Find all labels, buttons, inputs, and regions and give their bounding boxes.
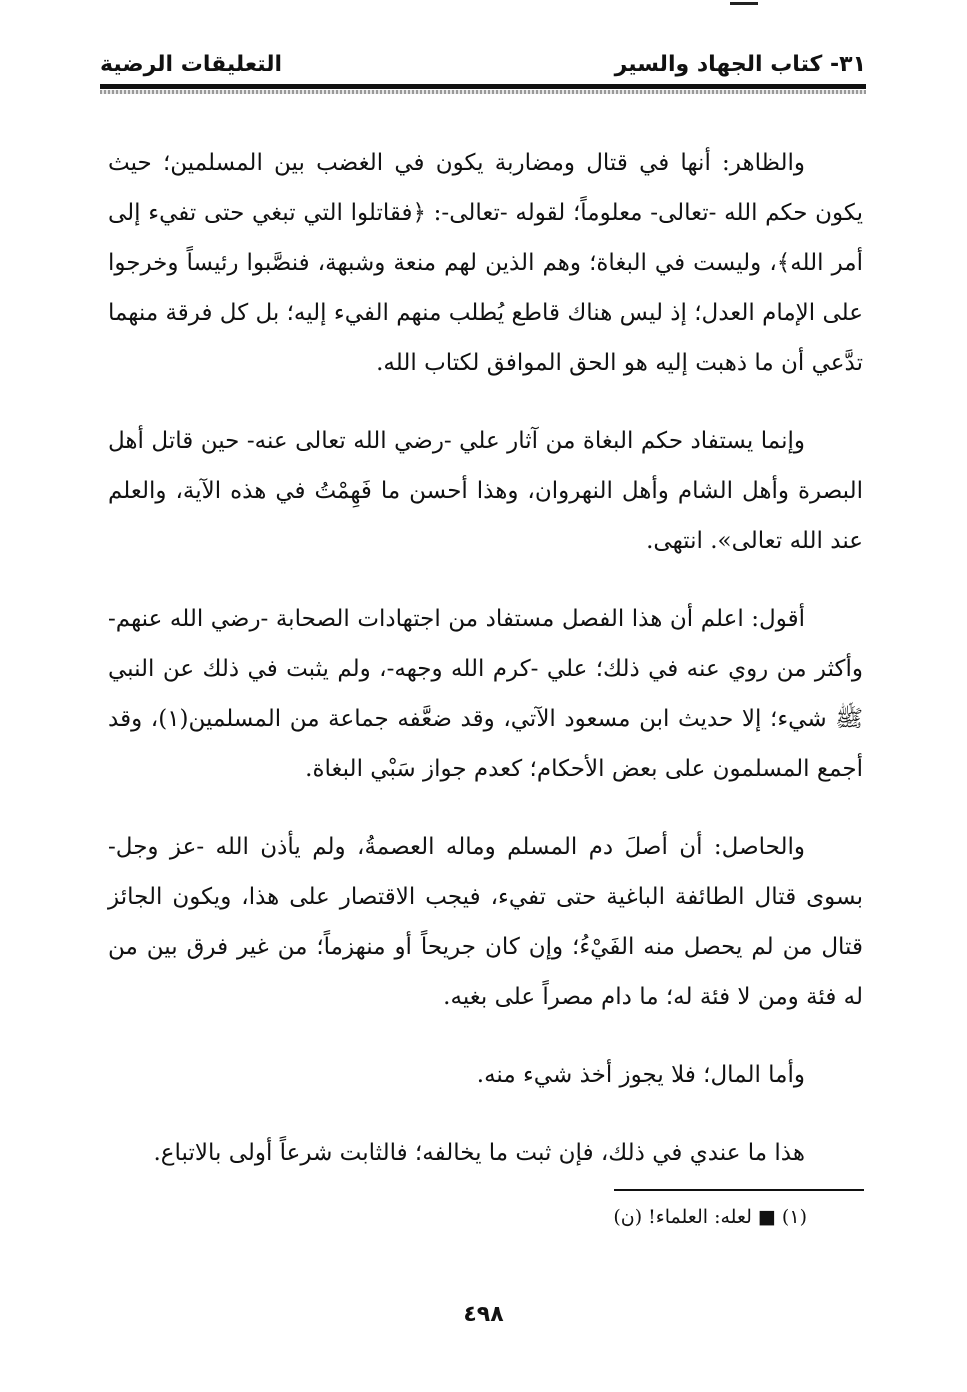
running-header bbox=[100, 48, 866, 88]
paragraph: وأما المال؛ فلا يجوز أخذ شيء منه. bbox=[476, 1062, 805, 1088]
paragraph: والحاصل: أن أصلَ دم المسلم وماله العصمةُ، ولم يأذن الله -عز وجل- بسوى قتال الطائفة الباغية حتى تفيء، فيجب الاقتصار على هذا، ويكون الجائز قتال من لم يحصل منه الفَيْءُ؛ وإن كان جريحاً أو منهزماً؛ من غير فرق بين من له فئة ومن لا فئة له؛ ما دام مصراً على بغيه. bbox=[108, 834, 863, 1010]
chapter-title: ٣١- كتاب الجهاد والسير bbox=[614, 52, 866, 77]
scan-mark bbox=[730, 2, 758, 5]
page-number: ٤٩٨ bbox=[463, 1302, 504, 1327]
paragraph: أقول: اعلم أن هذا الفصل مستفاد من اجتهادات الصحابة -رضي الله عنهم- وأكثر من روي عنه في ذلك؛ علي -كرم الله وجهه-، ولم يثبت في ذلك عن النبي ﷺ شيء؛ إلا حديث ابن مسعود الآتي، وقد ضعَّفه جماعة من المسلمين(١)، وقد أجمع المسلمون على بعض الأحكام؛ كعدم جواز سَبْي البغاة. bbox=[108, 606, 863, 782]
paragraph: والظاهر: أنها في قتال ومضاربة يكون في الغضب بين المسلمين؛ حيث يكون حكم الله -تعالى- معلوماً؛ لقوله -تعالى-: ﴿فقاتلوا التي تبغي حتى تفيء إلى أمر الله﴾، وليست في البغاة؛ وهم الذين لهم منعة وشبهة، فنصَّبوا رئيساً وخرجوا على الإمام العدل؛ إذ ليس هناك قاطع يُطلب منهم الفيء إليه؛ بل كل فرقة منهما تدَّعي أن ما ذهبت إليه هو الحق الموافق لكتاب الله. bbox=[107, 150, 863, 376]
paragraph: وإنما يستفاد حكم البغاة من آثار علي -رضي الله تعالى عنه- حين قاتل أهل البصرة وأهل الشام وأهل النهروان، وهذا أحسن ما فَهِمْتُ في هذه الآية، والعلم عند الله تعالى». انتهى. bbox=[108, 428, 863, 554]
header-rule bbox=[100, 84, 866, 89]
footnote: (١) ■ لعله: العلماء! (ن) bbox=[613, 1206, 807, 1228]
main-text bbox=[108, 138, 863, 1206]
paragraph: هذا ما عندي في ذلك، فإن ثبت ما يخالفه؛ فالثابت شرعاً أولى بالاتباع. bbox=[153, 1140, 805, 1166]
footnote-rule bbox=[614, 1189, 864, 1191]
header-rule-shadow bbox=[100, 90, 866, 94]
book-title: التعليقات الرضية bbox=[100, 52, 283, 77]
